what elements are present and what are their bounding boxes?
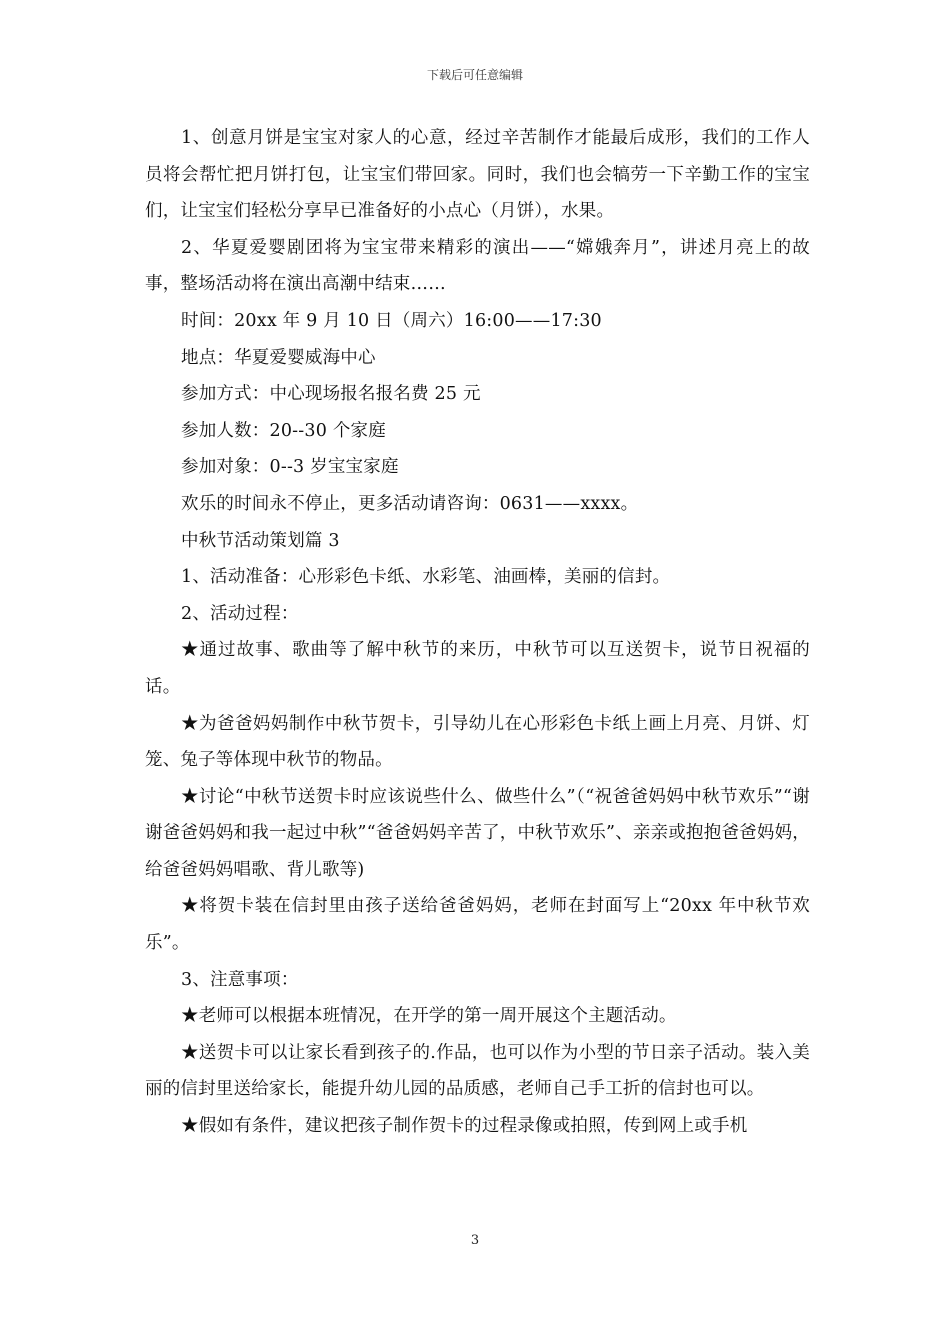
process-item-card-making: ★为爸爸妈妈制作中秋节贺卡，引导幼儿在心形彩色卡纸上画上月亮、月饼、灯笼、兔子等体现中秋节的物品。 xyxy=(145,713,810,771)
paragraph-mooncake-making: 1、创意月饼是宝宝对家人的心意，经过辛苦制作才能最后成形，我们的工作人员将会帮忙把月饼打包，让宝宝们带回家。同时，我们也会犒劳一下辛勤工作的宝宝们，让宝宝们轻松分享早已准备好的小点心（月饼），水果。 xyxy=(145,128,810,222)
event-location: 地点：华夏爱婴威海中心 xyxy=(181,347,376,368)
event-contact: 欢乐的时间永不停止，更多活动请咨询：0631——xxxx。 xyxy=(181,493,639,514)
event-target-audience: 参加对象：0--3 岁宝宝家庭 xyxy=(181,457,399,478)
event-signup-method: 参加方式：中心现场报名报名费 25 元 xyxy=(181,384,481,405)
page-header: 下载后可任意编辑 xyxy=(426,68,523,82)
process-item-discussion: ★讨论“中秋节送贺卡时应该说些什么、做些什么”（“祝爸爸妈妈中秋节欢乐”“谢谢爸爸妈妈和我一起过中秋”“爸爸妈妈辛苦了，中秋节欢乐”、亲亲或抱抱爸爸妈妈，给爸爸妈妈唱歌、背儿歌等) xyxy=(145,786,810,880)
activity-preparation: 1、活动准备：心形彩色卡纸、水彩笔、油画棒，美丽的信封。 xyxy=(181,567,671,588)
event-participant-count: 参加人数：20--30 个家庭 xyxy=(181,420,386,441)
page-number: 3 xyxy=(470,1233,480,1248)
note-item-recording: ★假如有条件，建议把孩子制作贺卡的过程录像或拍照，传到网上或手机 xyxy=(181,1116,748,1137)
process-item-envelope: ★将贺卡装在信封里由孩子送给爸爸妈妈，老师在封面写上“20xx 年中秋节欢乐”。 xyxy=(145,896,810,954)
process-item-story: ★通过故事、歌曲等了解中秋节的来历，中秋节可以互送贺卡，说节日祝福的话。 xyxy=(145,640,810,697)
activity-process-heading: 2、活动过程： xyxy=(181,603,299,624)
note-item-parents: ★送贺卡可以让家长看到孩子的.作品，也可以作为小型的节日亲子活动。装入美丽的信封里送给家长，能提升幼儿园的品质感，老师自己手工折的信封也可以。 xyxy=(145,1042,810,1100)
notes-heading: 3、注意事项： xyxy=(181,969,299,990)
note-item-first-week: ★老师可以根据本班情况，在开学的第一周开展这个主题活动。 xyxy=(181,1006,677,1027)
event-time: 时间：20xx 年 9 月 10 日（周六）16:00——17:30 xyxy=(181,310,602,331)
document-body xyxy=(145,120,810,1145)
section-title: 中秋节活动策划篇 3 xyxy=(181,530,340,551)
paragraph-performance: 2、华夏爱婴剧团将为宝宝带来精彩的演出——“嫦娥奔月”，讲述月亮上的故事，整场活动将在演出高潮中结束…… xyxy=(145,237,810,295)
